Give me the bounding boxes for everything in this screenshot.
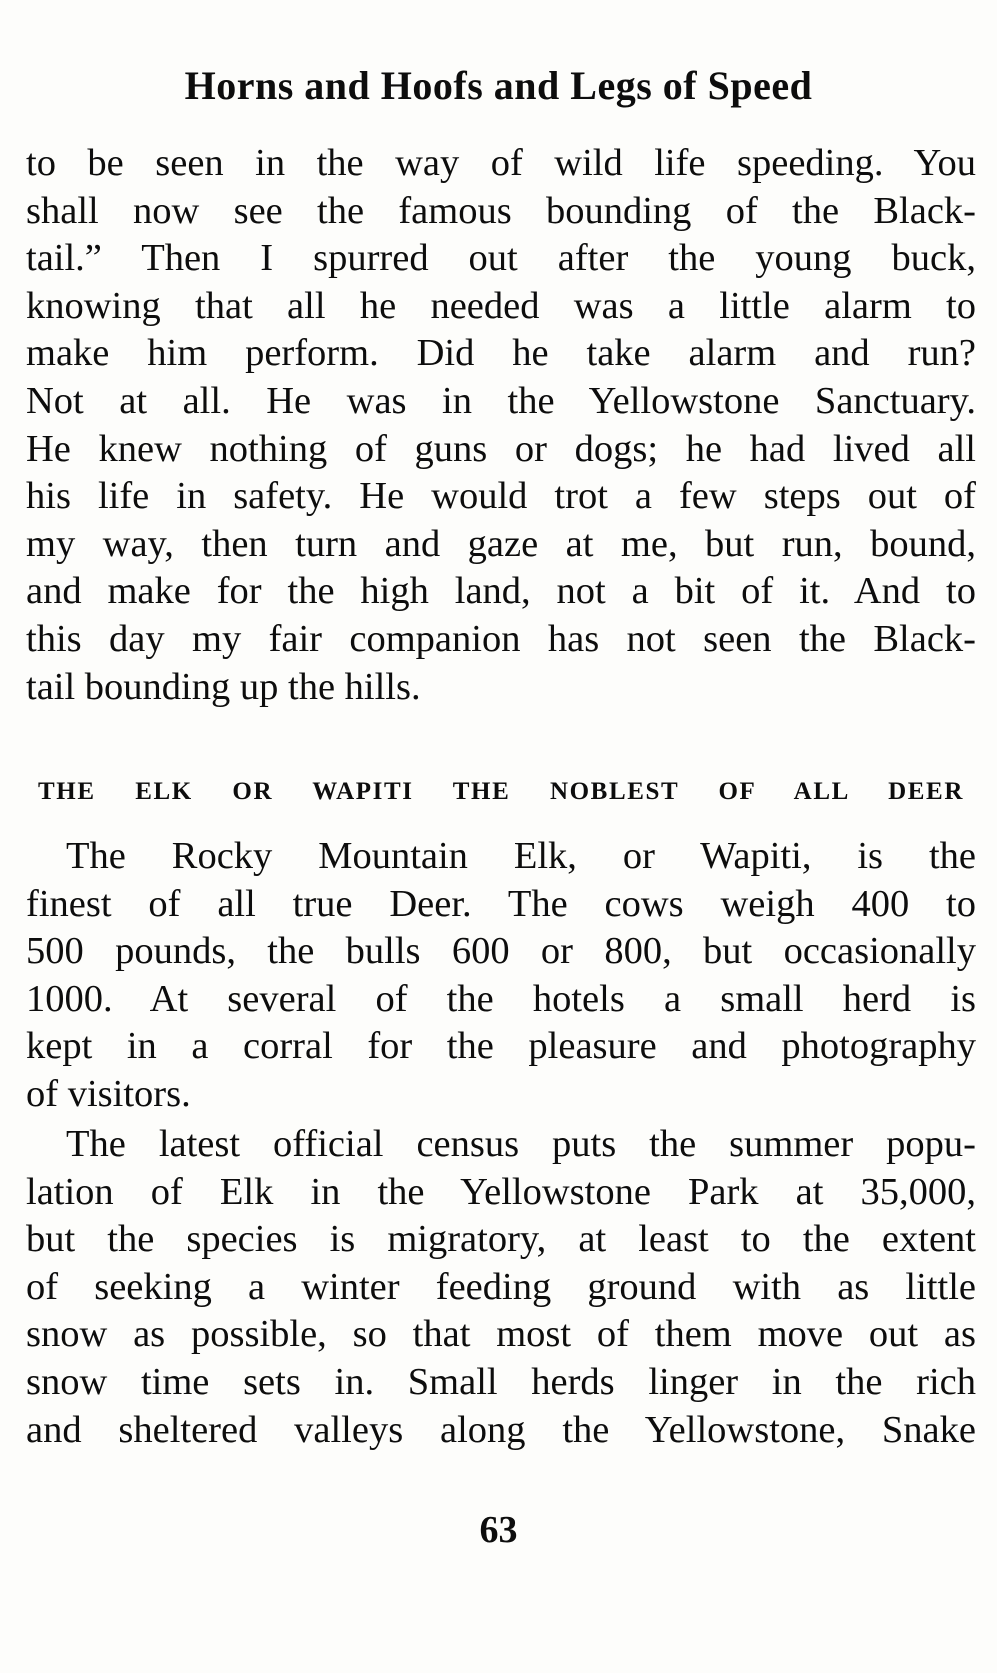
text-line: 1000. At several of the hotels a small herd is xyxy=(26,977,976,1020)
paragraph-elk-census xyxy=(26,1121,976,1454)
text-line: The latest official census puts the summer popu- xyxy=(66,1123,976,1165)
text-line: my way, then turn and gaze at me, but run, bound, xyxy=(26,522,976,565)
text-line: his life in safety. He would trot a few steps out of xyxy=(26,475,976,518)
text-line: lation of Elk in the Yellowstone Park at 35,000, xyxy=(26,1170,976,1213)
text-line: The Rocky Mountain Elk, or Wapiti, is the xyxy=(66,835,976,877)
section-heading: THE ELK OR WAPITI THE NOBLEST OF ALL DEER xyxy=(38,778,964,805)
text-line: snow time sets in. Small herds linger in the rich xyxy=(26,1360,976,1403)
paragraph-speeding-blacktail xyxy=(26,140,976,711)
text-line: tail bounding up the hills. xyxy=(26,665,421,708)
text-line: make him perform. Did he take alarm and run? xyxy=(26,332,976,375)
text-line: of visitors. xyxy=(26,1072,191,1115)
text-line: and sheltered valleys along the Yellowstone, Snake xyxy=(26,1408,976,1451)
text-line: finest of all true Deer. The cows weigh 400 to xyxy=(26,882,976,925)
text-line: and make for the high land, not a bit of it. And to xyxy=(26,570,976,613)
text-line: to be seen in the way of wild life speeding. You xyxy=(26,142,976,184)
text-line: of seeking a winter feeding ground with as little xyxy=(26,1265,976,1308)
text-line: kept in a corral for the pleasure and photography xyxy=(26,1025,976,1068)
text-line: this day my fair companion has not seen the Black- xyxy=(26,617,976,660)
text-line: snow as possible, so that most of them move out as xyxy=(26,1313,976,1356)
paragraph-elk-wapiti xyxy=(26,833,976,1119)
text-line: 500 pounds, the bulls 600 or 800, but occasionally xyxy=(26,930,976,973)
running-head: Horns and Hoofs and Legs of Speed xyxy=(184,63,813,108)
text-line: shall now see the famous bounding of the Black- xyxy=(26,189,976,232)
text-line: knowing that all he needed was a little alarm to xyxy=(26,284,976,327)
text-line: He knew nothing of guns or dogs; he had lived all xyxy=(26,427,976,470)
text-line: but the species is migratory, at least to the extent xyxy=(26,1218,976,1261)
text-line: Not at all. He was in the Yellowstone Sanctuary. xyxy=(26,379,976,422)
page-number: 63 xyxy=(479,1509,518,1551)
text-line: tail.” Then I spurred out after the young buck, xyxy=(26,237,976,280)
